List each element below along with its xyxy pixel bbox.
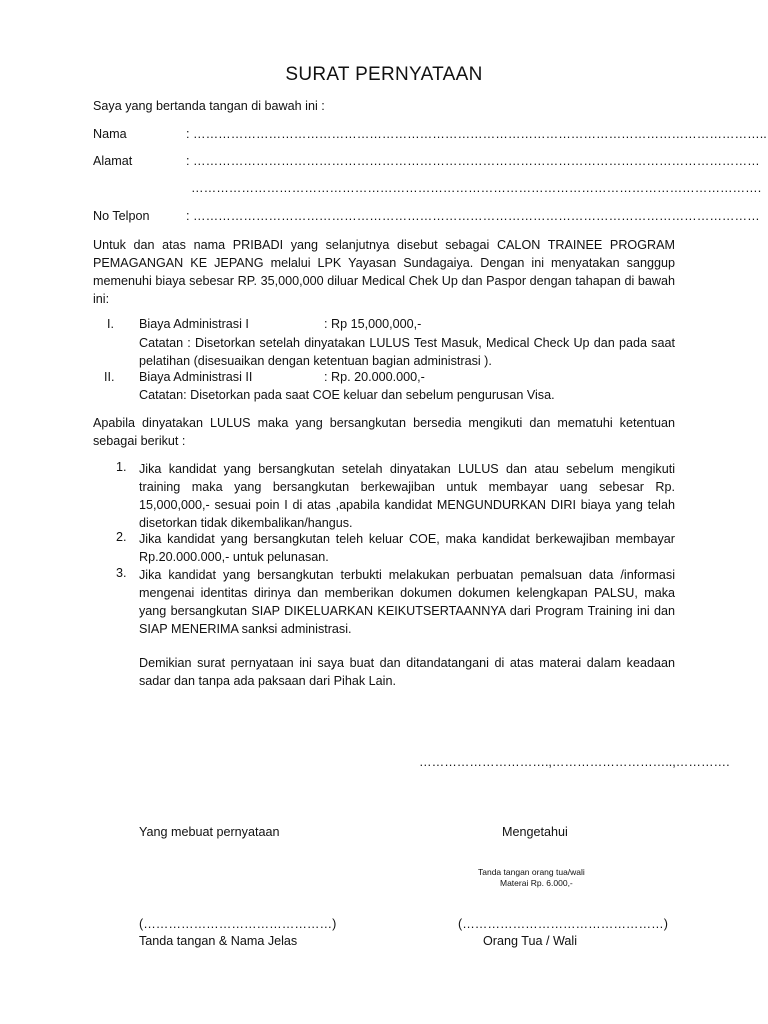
nama-label: Nama (93, 127, 127, 141)
stamp-note-line2: Materai Rp. 6.000,- (500, 878, 573, 888)
witness-heading: Mengetahui (502, 825, 568, 839)
statement-paragraph: Untuk dan atas nama PRIBADI yang selanjutnya disebut sebagai CALON TRAINEE PROGRAM PEMAGANGAN KE JEPANG melalui LPK Yayasan Sundagaiya. Dengan ini menyatakan sanggup memenuhi biaya sebesar RP. 35,000,000 diluar Medical Chek Up dan Paspor dengan tahapan di bawah ini: (93, 238, 675, 306)
condition-number: 2. (116, 530, 127, 544)
condition-number: 1. (116, 460, 127, 474)
fee-numeral: II. (104, 370, 115, 384)
condition-text: Jika kandidat yang bersangkutan teleh keluar COE, maka kandidat berkewajiban membayar Rp.20.000.000,- untuk pelunasan. (139, 532, 675, 564)
signer-caption: Tanda tangan & Nama Jelas (139, 934, 298, 948)
telpon-label: No Telpon (93, 209, 150, 223)
page-title: SURAT PERNYATAAN (285, 64, 483, 85)
fee-amount: : Rp 15,000,000,- (324, 317, 422, 331)
alamat-field: : ……………………………………………………………………………………………………………………… (186, 154, 760, 168)
alamat-field-continued: ………………………………………………………………………………………………………………………. (191, 181, 762, 195)
nama-field: : ……………………………………………………………………………………………………………………….. (186, 127, 767, 141)
conditions-intro: Apabila dinyatakan LULUS maka yang bersangkutan bersedia mengikuti dan mematuhi ketentuan sebagai berikut : (93, 416, 675, 448)
fee-numeral: I. (107, 317, 114, 331)
signer-signature-blank: (………………………………………) (139, 917, 337, 931)
witness-caption: Orang Tua / Wali (483, 934, 578, 948)
place-date-line: ………………………….,………………………..,…………. (419, 755, 730, 769)
fee-note: Catatan : Disetorkan setelah dinyatakan LULUS Test Masuk, Medical Check Up dan pada saat pelatihan (disesuaikan dengan ketentuan bagian administrasi ). (139, 336, 675, 368)
witness-signature-blank: (…………………………………………) (458, 917, 668, 931)
signer-heading: Yang mebuat pernyataan (139, 825, 280, 839)
intro-text: Saya yang bertanda tangan di bawah ini : (93, 99, 325, 113)
condition-text: Jika kandidat yang bersangkutan setelah dinyatakan LULUS dan atau sebelum mengikuti training maka yang bersangkutan berkewajiban untuk membayar uang sebesar Rp. 15,000,000,- sesuai poin I di atas ,apabila kandidat MENGUNDURKAN DIRI biaya yang telah disetorkan tidak dikembalikan/hangus. (139, 462, 675, 530)
fee-label: Biaya Administrasi I (139, 317, 249, 331)
stamp-note-line1: Tanda tangan orang tua/wali (478, 867, 585, 877)
fee-note: Catatan: Disetorkan pada saat COE keluar dan sebelum pengurusan Visa. (139, 388, 555, 402)
fee-amount: : Rp. 20.000.000,- (324, 370, 425, 384)
closing-paragraph: Demikian surat pernyataan ini saya buat dan ditandatangani di atas materai dalam keadaan sadar dan tanpa ada paksaan dari Pihak Lain. (139, 656, 675, 688)
fee-label: Biaya Administrasi II (139, 370, 253, 384)
telpon-field: : ……………………………………………………………………………………………………………………… (186, 209, 760, 223)
alamat-label: Alamat (93, 154, 133, 168)
condition-text: Jika kandidat yang bersangkutan terbukti melakukan perbuatan pemalsuan data /informasi mengenai identitas dirinya dan memberikan dokumen dokumen kelengkapan PALSU, maka yang bersangkutan SIAP DIKELUARKAN KEIKUTSERTAANNYA dari Program Training ini dan SIAP MENERIMA sanksi administrasi. (139, 568, 675, 636)
condition-number: 3. (116, 566, 127, 580)
